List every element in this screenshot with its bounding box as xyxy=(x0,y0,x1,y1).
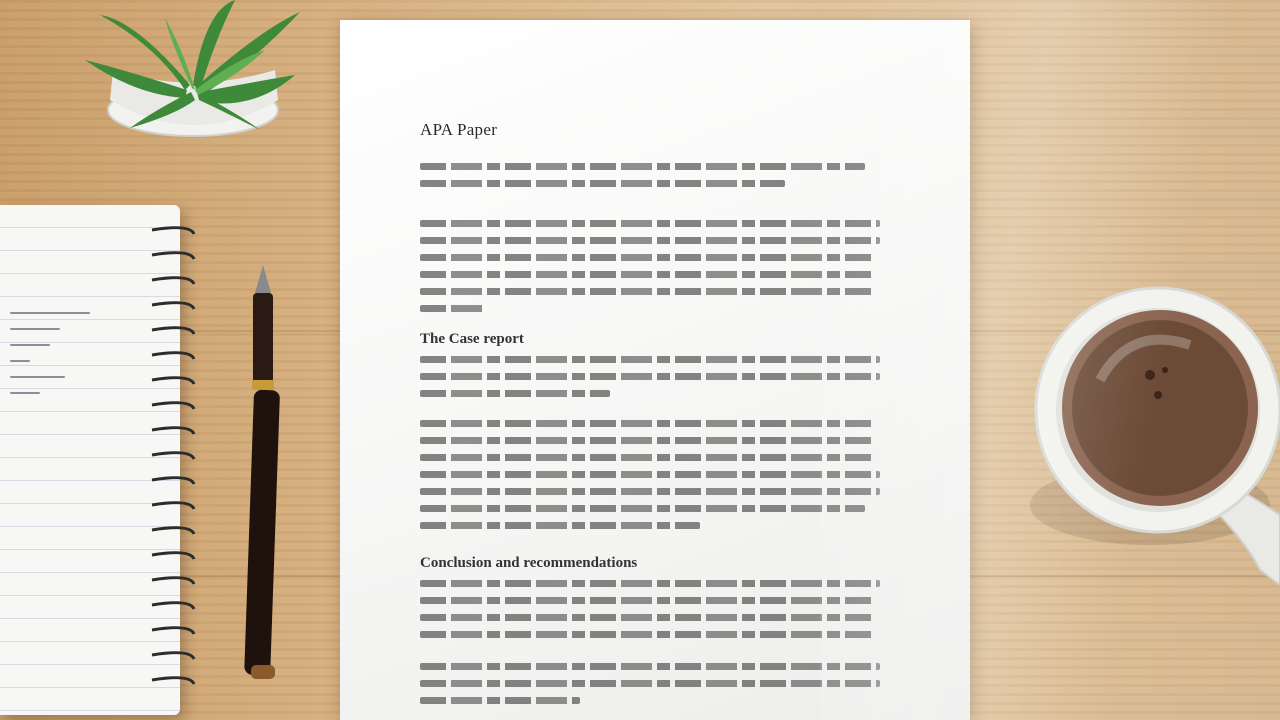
plant-icon xyxy=(75,0,305,140)
section-heading: The Case report xyxy=(420,331,524,347)
paragraph xyxy=(420,420,885,539)
paragraph xyxy=(420,663,885,714)
paragraph xyxy=(420,163,885,197)
fountain-pen-icon xyxy=(225,265,285,685)
paragraph xyxy=(420,580,885,648)
notebook-spiral-icon xyxy=(150,220,200,690)
coffee-mug-icon xyxy=(1030,285,1280,585)
section-heading: Conclusion and recommendations xyxy=(420,555,638,571)
notebook-handwriting xyxy=(10,312,100,408)
document-title: APA Paper xyxy=(420,120,498,139)
paragraph xyxy=(420,220,885,322)
paragraph xyxy=(420,356,885,407)
paper-document xyxy=(340,20,970,720)
